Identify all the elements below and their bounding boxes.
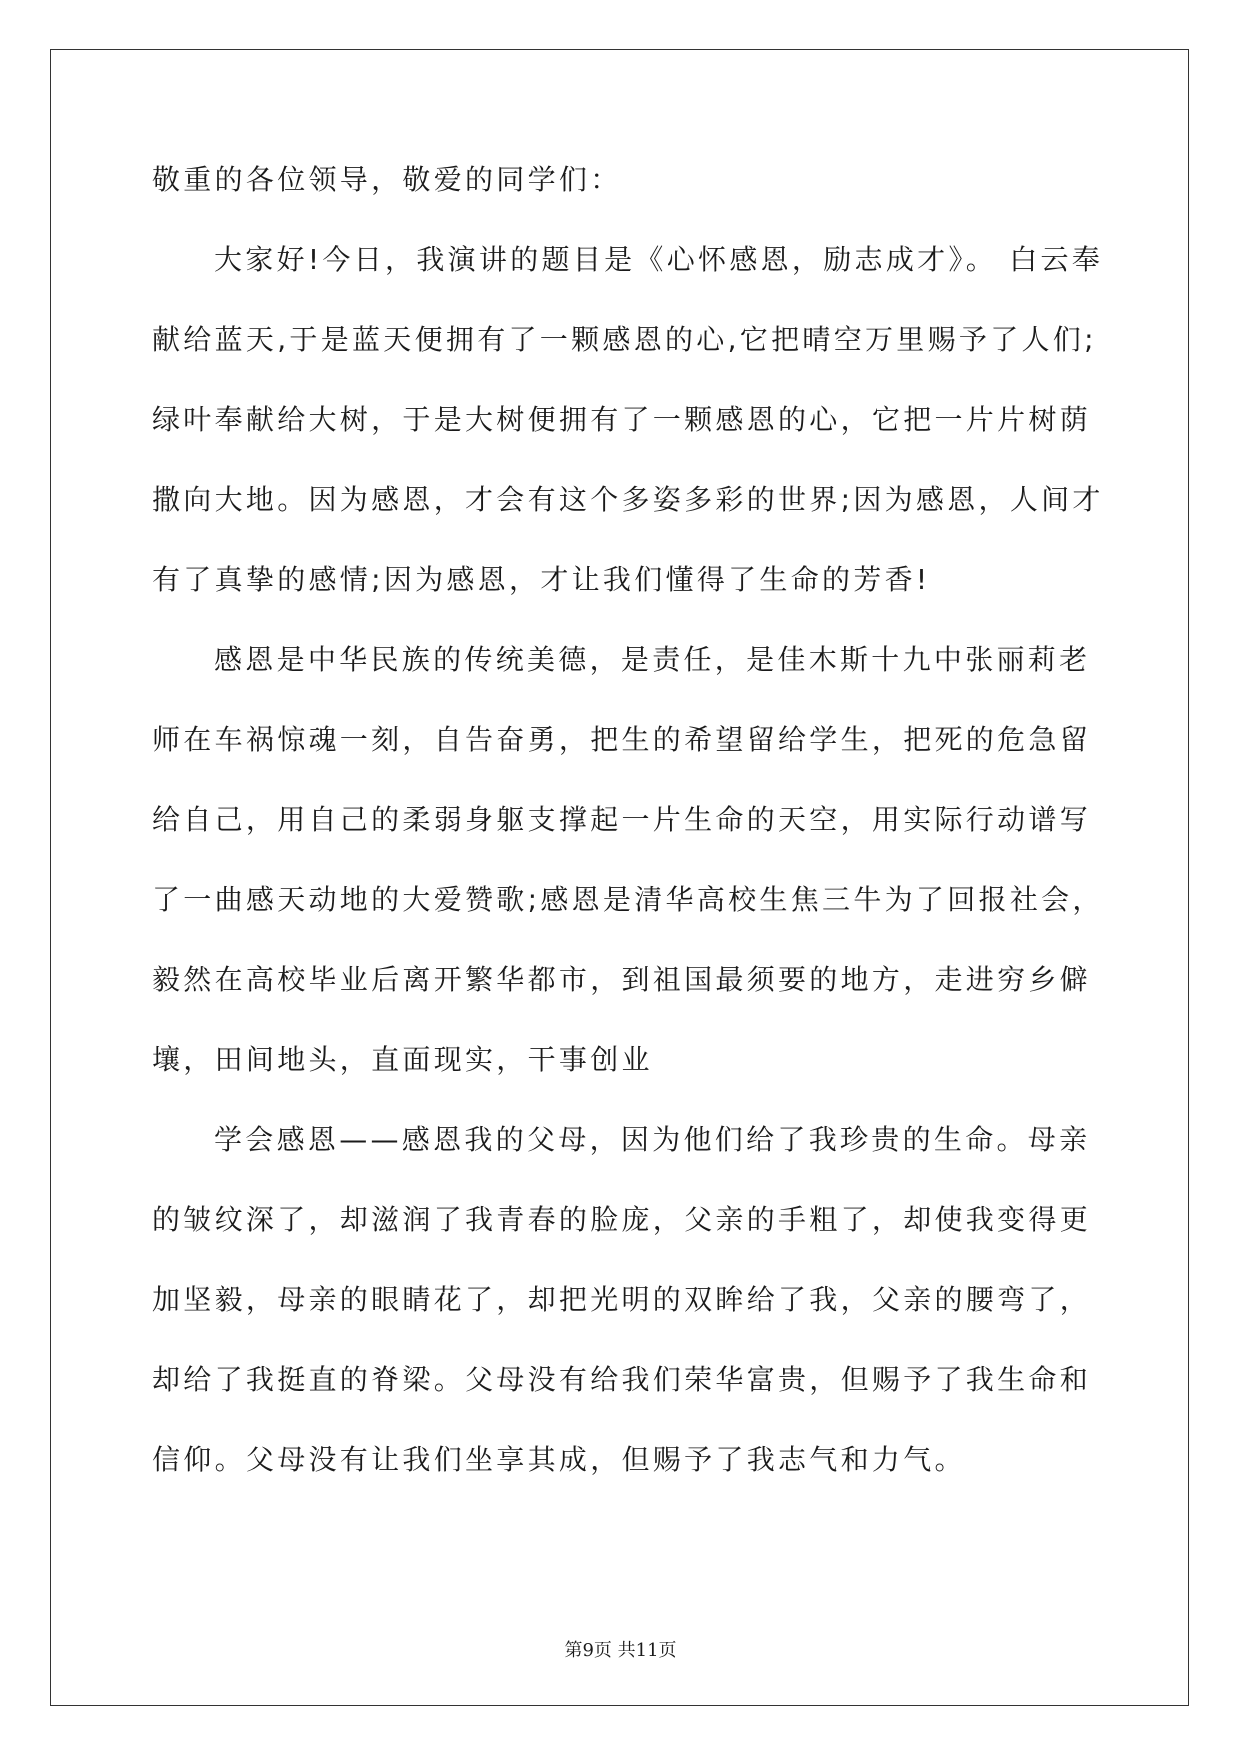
text-line: 壤，田间地头，直面现实，干事创业: [152, 1043, 653, 1076]
text-line: 给自己，用自己的柔弱身躯支撑起一片生命的天空，用实际行动谱写: [152, 803, 1092, 836]
text-line: 绿叶奉献给大树，于是大树便拥有了一颗感恩的心，它把一片片树荫: [152, 403, 1092, 436]
text-line: 毅然在高校毕业后离开繁华都市，到祖国最须要的地方，走进穷乡僻: [152, 963, 1092, 996]
text-line: 有了真挚的感情;因为感恩，才让我们懂得了生命的芳香!: [152, 563, 931, 596]
document-body: [152, 162, 1104, 1522]
text-line: 学会感恩——感恩我的父母，因为他们给了我珍贵的生命。母亲: [214, 1123, 1091, 1156]
page-number: 第9页 共11页: [564, 1640, 677, 1661]
text-line: 信仰。父母没有让我们坐享其成，但赐予了我志气和力气。: [152, 1443, 966, 1476]
text-line: 的皱纹深了，却滋润了我青春的脸庞，父亲的手粗了，却使我变得更: [152, 1203, 1092, 1236]
text-line: 感恩是中华民族的传统美德，是责任，是佳木斯十九中张丽莉老: [214, 643, 1091, 676]
text-line: 师在车祸惊魂一刻，自告奋勇，把生的希望留给学生，把死的危急留: [152, 723, 1092, 756]
text-line: 献给蓝天,于是蓝天便拥有了一颗感恩的心,它把晴空万里赐予了人们;: [152, 323, 1097, 356]
text-line: 撒向大地。因为感恩，才会有这个多姿多彩的世界;因为感恩，人间才: [152, 483, 1104, 516]
text-line: 大家好!今日，我演讲的题目是《心怀感恩，励志成才》。 白云奉: [214, 243, 1104, 276]
text-line: 加坚毅，母亲的眼睛花了，却把光明的双眸给了我，父亲的腰弯了，: [152, 1283, 1092, 1316]
text-line: 了一曲感天动地的大爱赞歌;感恩是清华高校生焦三牛为了回报社会，: [152, 883, 1104, 916]
text-line: 却给了我挺直的脊梁。父母没有给我们荣华富贵，但赐予了我生命和: [152, 1363, 1092, 1396]
text-line: 敬重的各位领导，敬爱的同学们：: [152, 163, 622, 196]
